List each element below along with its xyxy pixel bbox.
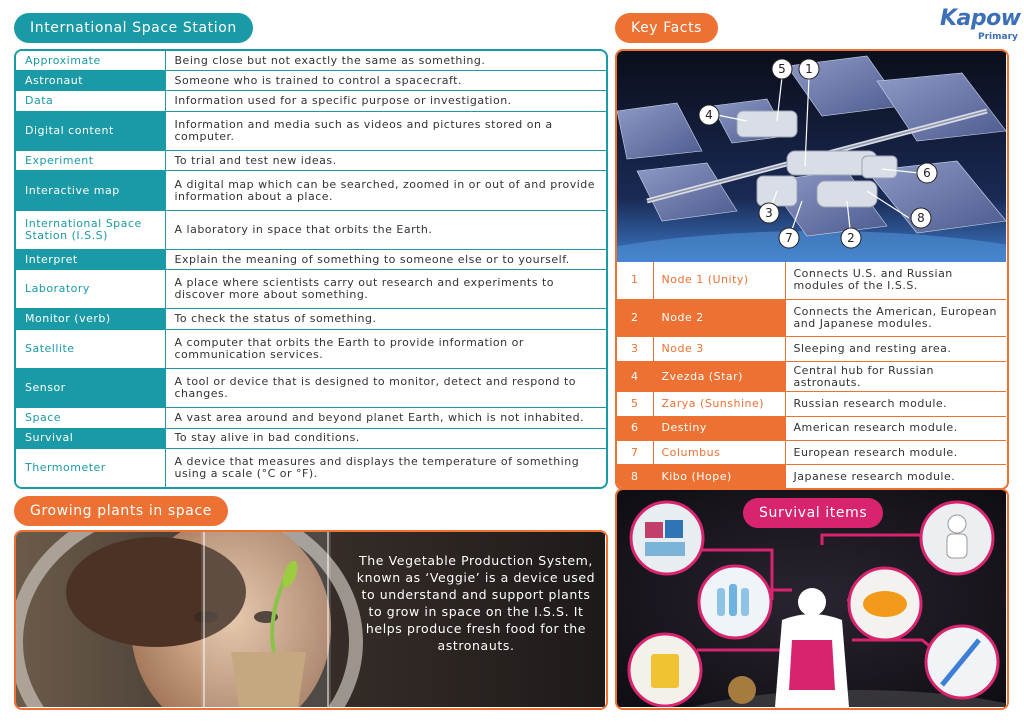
glossary-table [14, 49, 608, 489]
glossary-term: Approximate [16, 51, 165, 71]
fact-row [617, 440, 1006, 464]
glossary-row [16, 408, 606, 428]
glossary-term: Digital content [16, 111, 165, 150]
glossary-term: Data [16, 91, 165, 111]
glossary-definition: A laboratory in space that orbits the Earth. [165, 210, 606, 249]
glossary-row [16, 151, 606, 171]
glossary-definition: A digital map which can be searched, zoomed in or out of and provide information about a place. [165, 171, 606, 210]
fact-desc: Japanese research module. [793, 470, 956, 484]
iss-callout-label: 4 [705, 108, 713, 122]
fact-row [617, 337, 1006, 361]
glossary-definition: Information used for a specific purpose or investigation. [165, 91, 606, 111]
plants-panel [14, 530, 608, 710]
glossary-definition: Information and media such as videos and pictures stored on a computer. [165, 111, 606, 150]
glossary-definition: Someone who is trained to control a spacecraft. [165, 71, 606, 91]
glossary-row [16, 428, 606, 448]
glossary-row [16, 51, 606, 71]
glossary-row [16, 91, 606, 111]
glossary-definition: Explain the meaning of something to someone else or to yourself. [165, 249, 606, 269]
fact-row [617, 361, 1006, 392]
fact-desc: American research module. [785, 416, 1006, 440]
glossary-term: Satellite [16, 329, 165, 368]
glossary-row [16, 111, 606, 150]
fact-num: 8 [617, 465, 653, 489]
fact-desc: Russian research module. [785, 392, 1006, 416]
glossary-definition: To stay alive in bad conditions. [165, 428, 606, 448]
glossary-row [16, 210, 606, 249]
glossary-definition: A tool or device that is designed to monitor, detect and respond to changes. [165, 368, 606, 407]
fact-num: 5 [617, 392, 653, 416]
key-facts-header: Key Facts [615, 13, 718, 43]
glossary-term: Sensor [16, 368, 165, 407]
glossary-term: Monitor (verb) [16, 309, 165, 329]
iss-callout-label: 7 [785, 231, 793, 245]
glossary-row [16, 249, 606, 269]
glossary-term: Space [16, 408, 165, 428]
glossary-row [16, 309, 606, 329]
fact-row [617, 465, 1006, 489]
glossary-term: Experiment [16, 151, 165, 171]
fact-row [617, 299, 1006, 336]
glossary-row [16, 329, 606, 368]
iss-callout-label: 5 [778, 62, 786, 76]
fact-desc: Connects the American, European and Japanese modules. [785, 299, 1006, 336]
glossary-row [16, 171, 606, 210]
fact-num: 4 [617, 361, 653, 392]
glossary-term: International Space Station (I.S.S) [16, 210, 165, 249]
plants-header: Growing plants in space [14, 496, 228, 526]
fact-row [617, 262, 1006, 299]
fact-num: 3 [617, 337, 653, 361]
fact-desc: Connects U.S. and Russian modules of the I.S.S. [785, 262, 1006, 299]
fact-num: 1 [617, 262, 653, 299]
glossary-definition: A device that measures and displays the temperature of something using a scale (°C or °F). [174, 454, 580, 480]
iss-callout-label: 6 [923, 166, 931, 180]
fact-module: Node 1 (Unity) [653, 262, 785, 299]
key-facts-table [617, 262, 1006, 489]
fact-module: Kibo (Hope) [653, 465, 785, 489]
glossary-definition: A computer that orbits the Earth to provide information or communication services. [165, 329, 606, 368]
glossary-row [16, 448, 606, 487]
iss-callout-label: 2 [847, 231, 855, 245]
glossary-term: Astronaut [16, 71, 165, 91]
iss-callout-label: 8 [917, 211, 925, 225]
glossary-header: International Space Station [14, 13, 253, 43]
survival-header: Survival items [743, 498, 883, 528]
fact-module: Zarya (Sunshine) [653, 392, 785, 416]
glossary-row [16, 368, 606, 407]
glossary-term: Interactive map [16, 171, 165, 210]
glossary-term: Survival [16, 428, 165, 448]
glossary-definition: To check the status of something. [165, 309, 606, 329]
plants-description: The Vegetable Production System, known as ‘Veggie’ is a device used to understand and support plants to grow in space on the I.S.S. It helps produce fresh food for the astronauts. [356, 553, 596, 653]
logo-sub-text: Primary [978, 32, 1018, 42]
fact-desc: European research module. [785, 440, 1006, 464]
fact-desc: Central hub for Russian astronauts. [785, 361, 1006, 392]
glossary-definition: A place where scientists carry out research and experiments to discover more about something. [165, 270, 606, 309]
fact-num: 7 [617, 440, 653, 464]
glossary-row [16, 71, 606, 91]
glossary-definition: A vast area around and beyond planet Earth, which is not inhabited. [165, 408, 606, 428]
glossary-row [16, 270, 606, 309]
iss-photo [617, 51, 1006, 262]
fact-module: Destiny [653, 416, 785, 440]
iss-callout-label: 3 [765, 206, 773, 220]
fact-num: 6 [617, 416, 653, 440]
key-facts-panel [615, 49, 1009, 490]
fact-row [617, 416, 1006, 440]
logo-main-text: Kapow [940, 6, 1021, 31]
kapow-logo [940, 6, 1020, 46]
survival-panel [615, 488, 1009, 710]
fact-row [617, 392, 1006, 416]
fact-num: 2 [617, 299, 653, 336]
fact-module: Zvezda (Star) [653, 361, 785, 392]
fact-module: Node 3 [653, 337, 785, 361]
glossary-term: Thermometer [16, 448, 165, 487]
glossary-definition: Being close but not exactly the same as something. [165, 51, 606, 71]
glossary-term: Interpret [16, 249, 165, 269]
iss-callout-label: 1 [805, 62, 813, 76]
glossary-definition: To trial and test new ideas. [165, 151, 606, 171]
glossary-term: Laboratory [16, 270, 165, 309]
fact-desc: Sleeping and resting area. [785, 337, 1006, 361]
fact-module: Node 2 [653, 299, 785, 336]
fact-module: Columbus [653, 440, 785, 464]
